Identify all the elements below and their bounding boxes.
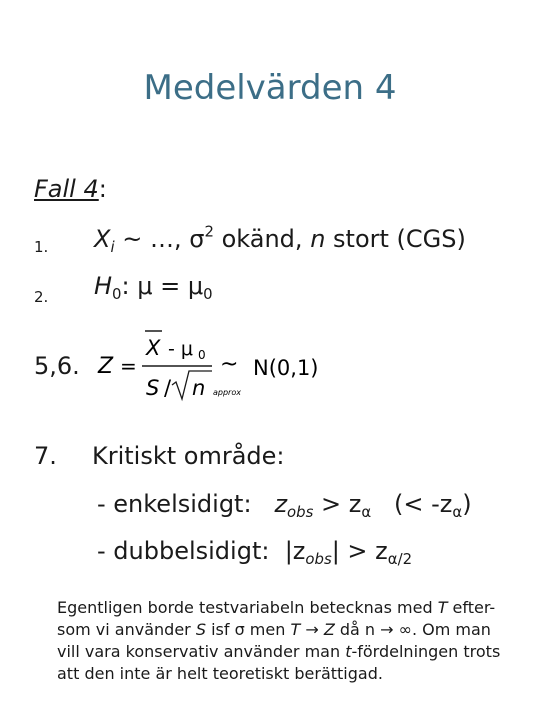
large-cgs-text: stort (CGS): [333, 225, 466, 253]
note-text: då n → ∞. Om man vill vara konservativ använder man: [57, 620, 491, 661]
approx-tilde: ~: [220, 352, 239, 377]
item-2-text: [94, 272, 213, 303]
equals-sign: =: [120, 354, 137, 378]
sub-0: 0: [112, 284, 122, 303]
note-text: Egentligen borde testvariabeln betecknas med: [57, 598, 438, 617]
sub-alpha: α: [361, 502, 372, 521]
abs-open: |z: [284, 537, 306, 565]
z-obs: z: [274, 490, 288, 518]
item-1-text: [94, 222, 466, 256]
one-sided-label: - enkelsidigt:: [97, 490, 252, 518]
case-label: Fall 4: [34, 175, 99, 203]
case-heading: [34, 175, 107, 203]
z-symbol: Z: [98, 354, 114, 379]
footnote: [57, 597, 517, 685]
two-sided-label: - dubbelsidigt:: [97, 537, 270, 565]
sub-0: 0: [203, 284, 213, 303]
abs-close: | > z: [331, 537, 388, 565]
unknown-text: okänd,: [221, 225, 303, 253]
sub-i: i: [110, 237, 115, 256]
greater-than-z: > z: [313, 490, 362, 518]
tilde: ~: [122, 225, 143, 253]
case-colon: :: [98, 175, 107, 203]
slide-title: Medelvärden 4: [143, 68, 397, 108]
denominator-slash: /: [164, 376, 172, 400]
note-text: efter-som vi använder: [57, 598, 496, 639]
sub-alpha-half: α/2: [387, 549, 413, 568]
numerator-sub: 0: [198, 348, 206, 362]
note-t-dist: t: [345, 642, 352, 661]
var-n: n: [310, 225, 326, 253]
item-56-number: 5,6.: [34, 352, 80, 380]
paren-close: ): [462, 490, 472, 518]
normal-dist: N(0,1): [253, 356, 319, 380]
sup-2: 2: [204, 222, 214, 241]
one-sided-line: [97, 490, 472, 521]
note-text: →: [300, 620, 324, 639]
denominator-n: n: [192, 376, 206, 400]
note-z: Z: [323, 620, 335, 639]
sub-obs: obs: [287, 502, 314, 521]
note-text: -fördelningen trots att den inte är helt teoretiskt berättigad.: [57, 642, 501, 683]
note-t: T: [437, 598, 448, 617]
critical-region-heading: Kritiskt område:: [92, 442, 285, 470]
var-x: X: [94, 225, 111, 253]
var-h: H: [94, 272, 113, 300]
numerator-x: X: [146, 336, 161, 360]
sigma: σ: [189, 225, 205, 253]
note-t: T: [290, 620, 301, 639]
two-sided-line: [97, 537, 413, 568]
item-2-number: 2.: [34, 288, 49, 306]
note-text: isf σ men: [205, 620, 291, 639]
test-statistic-formula: [90, 325, 340, 405]
hypothesis-eq: : μ = μ: [121, 272, 204, 300]
paren-open: (< -z: [394, 490, 453, 518]
ellipsis: …,: [149, 225, 182, 253]
numerator-mu: - μ: [168, 338, 193, 360]
sub-alpha: α: [452, 502, 463, 521]
denominator-s: S: [146, 376, 160, 400]
item-7-number: 7.: [34, 442, 57, 470]
sub-obs: obs: [305, 549, 332, 568]
item-1-number: 1.: [34, 238, 49, 256]
note-s: S: [195, 620, 206, 639]
approx-label: approx: [213, 388, 241, 397]
